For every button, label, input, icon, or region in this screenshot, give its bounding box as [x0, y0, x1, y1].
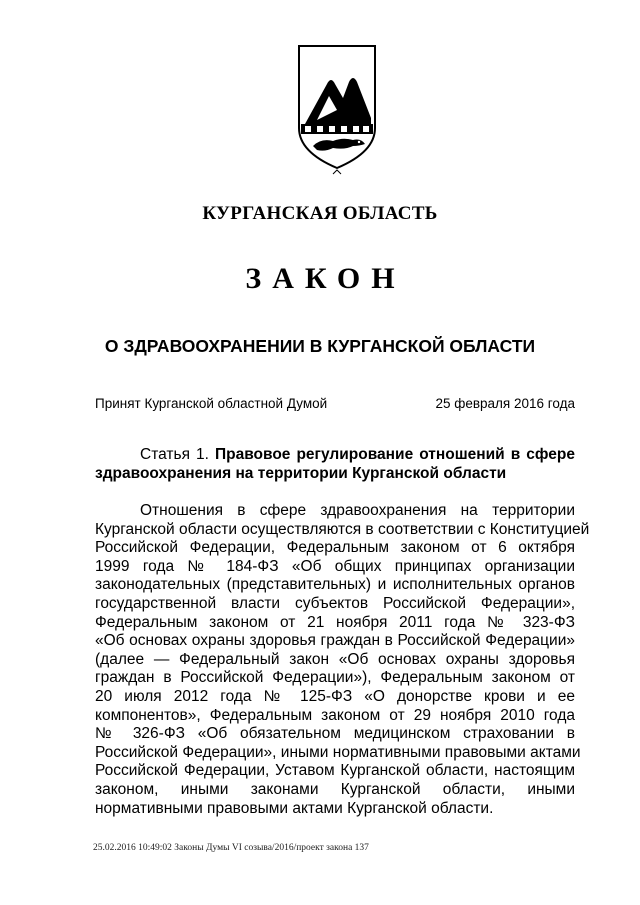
- body-line: законодательных (представительных) и исполнительных органов: [95, 576, 575, 594]
- article-body: [95, 502, 590, 818]
- body-line: граждан в Российской Федерации»), Федеральным законом от: [95, 669, 575, 687]
- body-line: Российской Федерации, Федеральным законом от 6 октября: [95, 539, 575, 557]
- body-line: компонентов», Федеральным законом от 29 ноября 2010 года: [95, 706, 575, 724]
- adoption-row: [95, 396, 575, 411]
- body-line: Российской Федерации, Уставом Курганской области, настоящим: [95, 762, 575, 780]
- body-line: законом, иными законами Курганской области, иными: [95, 780, 575, 798]
- region-name: КУРГАНСКАЯ ОБЛАСТЬ: [202, 203, 438, 224]
- body-line: Курганской области осуществляются в соответствии с Конституцией: [95, 520, 590, 538]
- adoption-date: 25 февраля 2016 года: [435, 396, 575, 411]
- document-type: ЗАКОН: [245, 262, 406, 295]
- article-title: Правовое регулирование отношений в сфере здравоохранения на территории Курганской области: [95, 446, 575, 482]
- body-line: Отношения в сфере здравоохранения на территории: [140, 502, 575, 519]
- body-line: «Об основах охраны здоровья граждан в Российской Федерации»: [95, 632, 575, 650]
- body-line: (далее — Федеральный закон «Об основах охраны здоровья: [95, 650, 575, 668]
- body-line: 1999 года № 184-ФЗ «Об общих принципах организации: [95, 557, 575, 575]
- body-line: Российской Федерации», иными нормативными правовыми актами: [95, 743, 581, 761]
- adopted-by: Принят Курганской областной Думой: [95, 396, 328, 411]
- footer-file-path: 25.02.2016 10:49:02 Законы Думы VI созыва/2016/проект закона 137: [93, 843, 369, 853]
- article-number: Статья 1.: [140, 446, 209, 463]
- body-line: государственной власти субъектов Российской Федерации»,: [95, 594, 575, 612]
- law-title: О ЗДРАВООХРАНЕНИИ В КУРГАНСКОЙ ОБЛАСТИ: [104, 336, 536, 356]
- body-line: Федеральным законом от 21 ноября 2011 года № 323-ФЗ: [95, 613, 575, 631]
- coat-of-arms-emblem: [287, 40, 387, 180]
- body-line: 20 июля 2012 года № 125-ФЗ «О донорстве крови и ее: [95, 687, 575, 705]
- article-heading: [95, 445, 575, 483]
- body-line: нормативными правовыми актами Курганской области.: [95, 799, 494, 817]
- body-line: № 326-ФЗ «Об обязательном медицинском страховании в: [95, 725, 575, 743]
